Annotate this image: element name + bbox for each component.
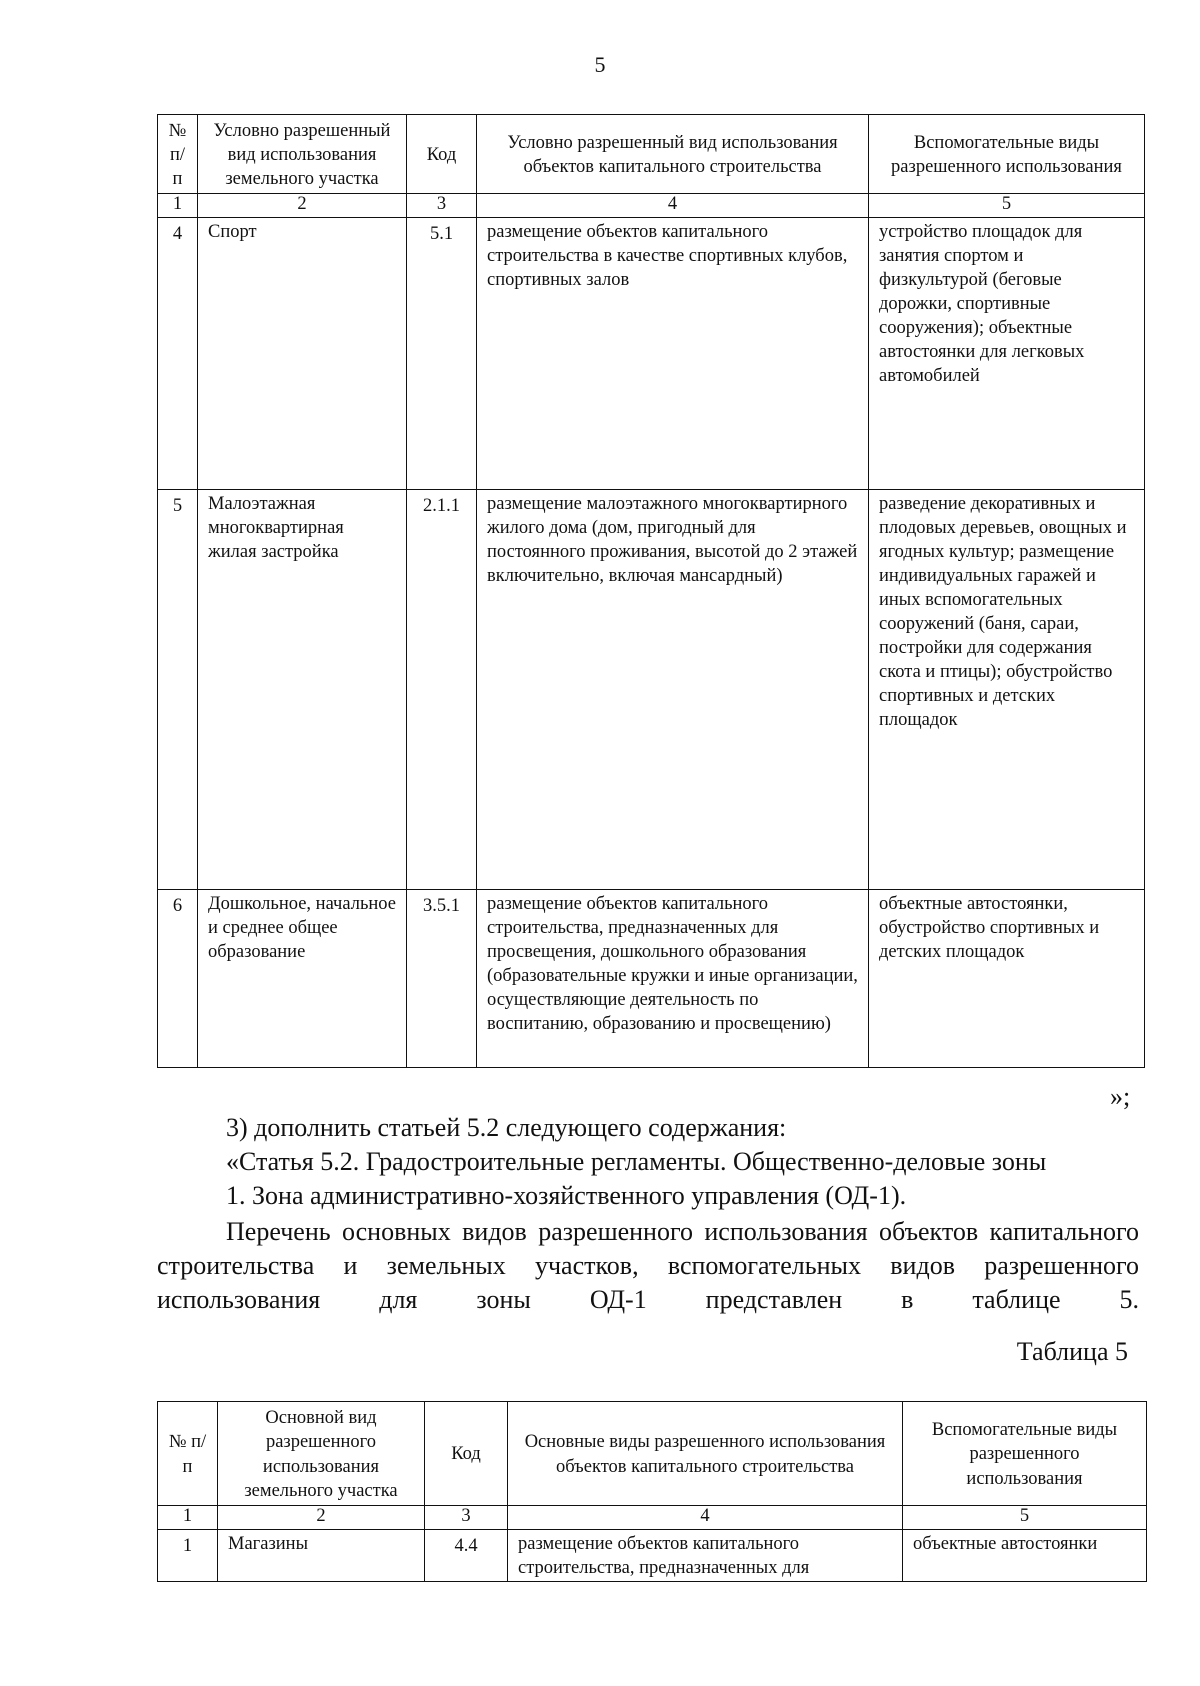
column-number: 4 bbox=[508, 1506, 903, 1530]
header-auxiliary: Вспомогательные виды разрешенного использования bbox=[903, 1402, 1147, 1506]
article-heading: «Статья 5.2. Градостроительные регламенты. Общественно-деловые зоны bbox=[226, 1147, 1047, 1176]
amendment-paragraph: 3) дополнить статьей 5.2 следующего содержания: bbox=[226, 1113, 787, 1142]
row-code: 3.5.1 bbox=[407, 890, 477, 1068]
column-number: 1 bbox=[158, 1506, 218, 1530]
closing-quote: »; bbox=[1110, 1082, 1131, 1111]
column-number: 5 bbox=[869, 194, 1145, 218]
row-capital-use: размещение объектов капитального строительства в качестве спортивных клубов, спортивных залов bbox=[477, 218, 869, 490]
column-number: 5 bbox=[903, 1506, 1147, 1530]
main-use-table bbox=[157, 1401, 1147, 1582]
column-number: 2 bbox=[198, 194, 407, 218]
header-row bbox=[158, 1402, 1147, 1506]
page-number: 5 bbox=[594, 52, 606, 77]
table-row bbox=[158, 890, 1145, 1068]
row-num: 4 bbox=[158, 218, 198, 490]
row-code: 4.4 bbox=[425, 1530, 508, 1582]
header-auxiliary: Вспомогательные виды разрешенного использования bbox=[869, 115, 1145, 194]
header-code: Код bbox=[425, 1402, 508, 1506]
column-numbers-row bbox=[158, 194, 1145, 218]
column-numbers-row bbox=[158, 1506, 1147, 1530]
zone-heading: 1. Зона административно-хозяйственного управления (ОД-1). bbox=[226, 1181, 907, 1210]
conditional-use-table bbox=[157, 114, 1145, 1068]
row-code: 5.1 bbox=[407, 218, 477, 490]
row-capital-use: размещение объектов капитального строительства, предназначенных для bbox=[508, 1530, 903, 1582]
table-row bbox=[158, 1530, 1147, 1582]
column-number: 3 bbox=[407, 194, 477, 218]
row-capital-use: размещение объектов капитального строительства, предназначенных для просвещения, дошкольного образования (образовательные кружки и иные организации, осуществляющие деятельность по воспитанию, образованию и просвещению) bbox=[477, 890, 869, 1068]
header-land-use: Условно разрешенный вид использования земельного участка bbox=[198, 115, 407, 194]
table-row bbox=[158, 218, 1145, 490]
row-auxiliary: объектные автостоянки, обустройство спортивных и детских площадок bbox=[869, 890, 1145, 1068]
table-label: Таблица 5 bbox=[1016, 1337, 1128, 1366]
row-num: 6 bbox=[158, 890, 198, 1068]
list-paragraph: Перечень основных видов разрешенного использования объектов капитального строительства и земельных участков, вспомогательных видов разрешенного использования для зоны ОД-1 представлен в таблице 5. bbox=[157, 1217, 1139, 1314]
table-row bbox=[158, 490, 1145, 890]
header-land-use: Основной вид разрешенного использования земельного участка bbox=[218, 1402, 425, 1506]
column-number: 4 bbox=[477, 194, 869, 218]
column-number: 2 bbox=[218, 1506, 425, 1530]
row-land-use: Малоэтажная многоквартирная жилая застройка bbox=[198, 490, 407, 890]
header-num: № п/п bbox=[158, 1402, 218, 1506]
row-auxiliary: разведение декоративных и плодовых деревьев, овощных и ягодных культур; размещение индивидуальных гаражей и иных вспомогательных сооружений (баня, сараи, постройки для содержания скота и птицы); обустройство спортивных и детских площадок bbox=[869, 490, 1145, 890]
row-land-use: Спорт bbox=[198, 218, 407, 490]
row-code: 2.1.1 bbox=[407, 490, 477, 890]
header-code: Код bbox=[407, 115, 477, 194]
row-capital-use: размещение малоэтажного многоквартирного жилого дома (дом, пригодный для постоянного проживания, высотой до 2 этажей включительно, включая мансардный) bbox=[477, 490, 869, 890]
column-number: 3 bbox=[425, 1506, 508, 1530]
row-auxiliary: объектные автостоянки bbox=[903, 1530, 1147, 1582]
header-capital-use: Основные виды разрешенного использования объектов капитального строительства bbox=[508, 1402, 903, 1506]
row-num: 1 bbox=[158, 1530, 218, 1582]
row-land-use: Дошкольное, начальное и среднее общее образование bbox=[198, 890, 407, 1068]
header-row bbox=[158, 115, 1145, 194]
row-num: 5 bbox=[158, 490, 198, 890]
row-auxiliary: устройство площадок для занятия спортом и физкультурой (беговые дорожки, спортивные сооружения); объектные автостоянки для легковых автомобилей bbox=[869, 218, 1145, 490]
header-num: № п/п bbox=[158, 115, 198, 194]
row-land-use: Магазины bbox=[218, 1530, 425, 1582]
column-number: 1 bbox=[158, 194, 198, 218]
header-capital-use: Условно разрешенный вид использования объектов капитального строительства bbox=[477, 115, 869, 194]
